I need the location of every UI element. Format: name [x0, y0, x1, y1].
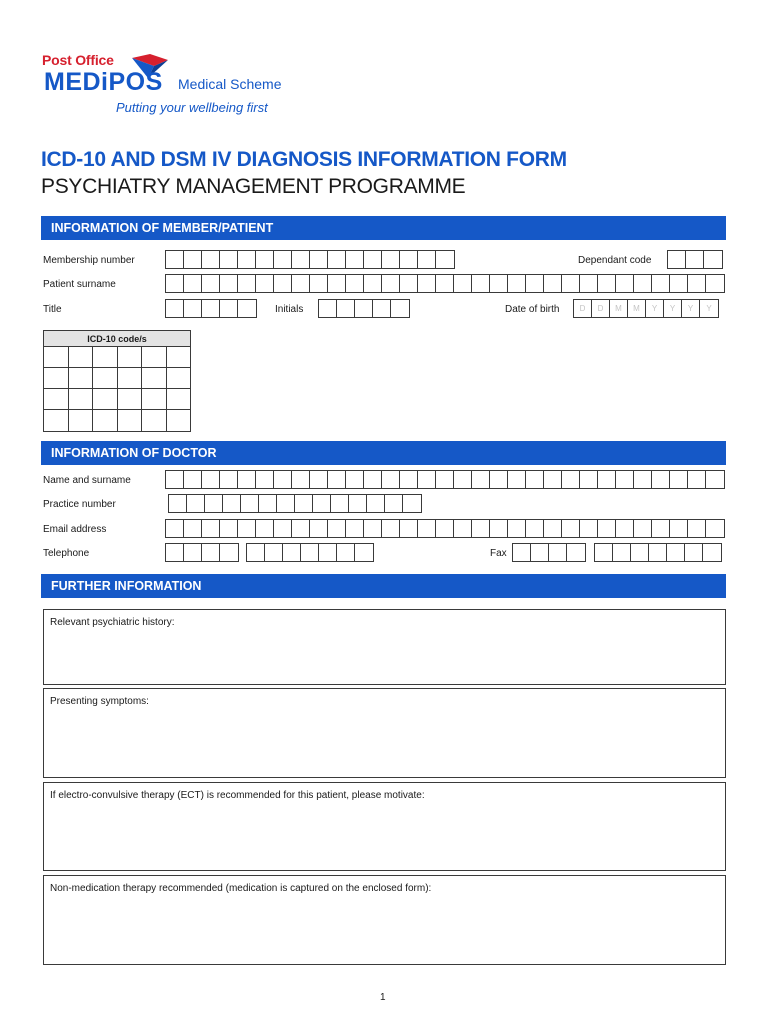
char-box[interactable]	[187, 495, 205, 512]
page-number: 1	[380, 992, 386, 1003]
icd-cell[interactable]	[44, 410, 69, 431]
char-box[interactable]	[472, 520, 490, 537]
char-box[interactable]	[223, 495, 241, 512]
char-box[interactable]	[706, 471, 724, 488]
char-box[interactable]	[508, 471, 526, 488]
char-box[interactable]	[634, 275, 652, 292]
char-box[interactable]	[337, 300, 355, 317]
char-box[interactable]	[292, 275, 310, 292]
logo-scheme-text: Medical Scheme	[178, 76, 282, 92]
char-box[interactable]	[667, 544, 685, 561]
presenting-symptoms-label: Presenting symptoms:	[50, 696, 149, 707]
char-box[interactable]	[616, 471, 634, 488]
char-box[interactable]	[544, 471, 562, 488]
title-field[interactable]	[165, 299, 257, 318]
membership-number-label: Membership number	[43, 255, 135, 266]
char-box[interactable]	[418, 520, 436, 537]
char-box[interactable]	[331, 495, 349, 512]
initials-label: Initials	[275, 304, 304, 315]
char-box[interactable]	[328, 520, 346, 537]
char-box[interactable]	[310, 520, 328, 537]
logo-tagline: Putting your wellbeing first	[116, 100, 268, 115]
dob-box[interactable]: Y	[646, 300, 664, 317]
char-box[interactable]	[400, 275, 418, 292]
ect-motivation-field[interactable]	[43, 782, 726, 871]
char-box[interactable]	[454, 471, 472, 488]
icd-cell[interactable]	[142, 347, 167, 367]
logo-medipos-text: MEDiPOS	[44, 68, 163, 96]
char-box[interactable]	[652, 471, 670, 488]
fax-label: Fax	[490, 548, 507, 559]
char-box[interactable]	[202, 275, 220, 292]
char-box[interactable]	[706, 275, 724, 292]
char-box[interactable]	[310, 471, 328, 488]
icd-cell[interactable]	[167, 389, 191, 409]
char-box[interactable]	[166, 544, 184, 561]
char-box[interactable]	[364, 275, 382, 292]
char-box[interactable]	[490, 520, 508, 537]
doctor-name-label: Name and surname	[43, 475, 131, 486]
char-box[interactable]	[355, 300, 373, 317]
psychiatric-history-label: Relevant psychiatric history:	[50, 617, 175, 628]
char-box[interactable]	[319, 544, 337, 561]
dependant-code-field[interactable]	[667, 250, 723, 269]
icd-cell[interactable]	[44, 368, 69, 388]
icd-cell[interactable]	[142, 389, 167, 409]
char-box[interactable]	[490, 275, 508, 292]
char-box[interactable]	[184, 520, 202, 537]
char-box[interactable]	[310, 275, 328, 292]
char-box[interactable]	[220, 520, 238, 537]
char-box[interactable]	[355, 544, 373, 561]
icd-cell[interactable]	[44, 389, 69, 409]
dob-box[interactable]: Y	[682, 300, 700, 317]
char-box[interactable]	[652, 275, 670, 292]
section-doctor-header: INFORMATION OF DOCTOR	[41, 441, 726, 465]
char-box[interactable]	[346, 275, 364, 292]
dob-box[interactable]: D	[592, 300, 610, 317]
char-box[interactable]	[616, 275, 634, 292]
doctor-name-field[interactable]	[165, 470, 725, 489]
icd-cell[interactable]	[118, 410, 143, 431]
char-box[interactable]	[513, 544, 531, 561]
char-box[interactable]	[490, 471, 508, 488]
char-box[interactable]	[292, 520, 310, 537]
char-box[interactable]	[277, 495, 295, 512]
form-title: ICD-10 AND DSM IV DIAGNOSIS INFORMATION FORM	[41, 148, 567, 171]
icd-cell[interactable]	[69, 389, 94, 409]
char-box[interactable]	[670, 471, 688, 488]
char-box[interactable]	[364, 520, 382, 537]
char-box[interactable]	[703, 544, 721, 561]
title-label: Title	[43, 304, 62, 315]
char-box[interactable]	[418, 275, 436, 292]
char-box[interactable]	[508, 275, 526, 292]
char-box[interactable]	[265, 544, 283, 561]
char-box[interactable]	[670, 275, 688, 292]
char-box[interactable]	[346, 520, 364, 537]
char-box[interactable]	[400, 251, 418, 268]
char-box[interactable]	[688, 275, 706, 292]
char-box[interactable]	[436, 275, 454, 292]
icd-10-codes-header: ICD-10 code/s	[44, 331, 190, 347]
char-box[interactable]	[166, 300, 184, 317]
char-box[interactable]	[259, 495, 277, 512]
dob-box[interactable]: M	[628, 300, 646, 317]
char-box[interactable]	[169, 495, 187, 512]
dob-box[interactable]: Y	[706, 304, 712, 313]
icd-cell[interactable]	[118, 347, 143, 367]
char-box[interactable]	[382, 471, 400, 488]
icd-cell[interactable]	[44, 347, 69, 367]
char-box[interactable]	[274, 251, 292, 268]
patient-surname-label: Patient surname	[43, 279, 116, 290]
char-box[interactable]	[567, 544, 585, 561]
char-box[interactable]	[274, 520, 292, 537]
char-box[interactable]	[256, 251, 274, 268]
char-box[interactable]	[400, 471, 418, 488]
practice-number-label: Practice number	[43, 499, 116, 510]
char-box[interactable]	[202, 300, 220, 317]
icd-code-row	[44, 347, 190, 368]
dependant-code-label: Dependant code	[578, 255, 652, 266]
char-box[interactable]	[256, 471, 274, 488]
char-box[interactable]	[319, 300, 337, 317]
char-box[interactable]	[454, 275, 472, 292]
initials-field[interactable]	[318, 299, 410, 318]
icd-code-row	[44, 389, 190, 410]
char-box[interactable]	[549, 544, 567, 561]
char-box[interactable]	[166, 471, 184, 488]
telephone-area-code-field[interactable]	[165, 543, 239, 562]
icd-cell[interactable]	[93, 389, 118, 409]
dob-box[interactable]: Y	[664, 300, 682, 317]
dob-box[interactable]: M	[610, 300, 628, 317]
char-box[interactable]	[166, 251, 184, 268]
char-box[interactable]	[436, 251, 454, 268]
char-box[interactable]	[241, 495, 259, 512]
char-box[interactable]	[292, 251, 310, 268]
char-box[interactable]	[202, 471, 220, 488]
icd-cell[interactable]	[69, 347, 94, 367]
char-box[interactable]	[544, 520, 562, 537]
icd-cell[interactable]	[118, 389, 143, 409]
dob-box[interactable]: D	[574, 300, 592, 317]
char-box[interactable]	[283, 544, 301, 561]
char-box[interactable]	[382, 275, 400, 292]
char-box[interactable]	[184, 300, 202, 317]
char-box[interactable]	[613, 544, 631, 561]
char-box[interactable]	[247, 544, 265, 561]
char-box[interactable]	[274, 471, 292, 488]
practice-number-field[interactable]	[168, 494, 422, 513]
email-address-field[interactable]	[165, 519, 725, 538]
char-box[interactable]	[220, 471, 238, 488]
char-box[interactable]	[598, 520, 616, 537]
char-box[interactable]	[562, 520, 580, 537]
char-box[interactable]	[346, 251, 364, 268]
char-box[interactable]	[238, 520, 256, 537]
char-box[interactable]	[668, 251, 686, 268]
non-medication-therapy-field[interactable]	[43, 875, 726, 965]
char-box[interactable]	[328, 251, 346, 268]
char-box[interactable]	[634, 471, 652, 488]
medipos-logo	[42, 52, 302, 122]
char-box[interactable]	[382, 520, 400, 537]
char-box[interactable]	[580, 520, 598, 537]
char-box[interactable]	[382, 251, 400, 268]
char-box[interactable]	[508, 520, 526, 537]
telephone-label: Telephone	[43, 548, 90, 559]
char-box[interactable]	[526, 275, 544, 292]
char-box[interactable]	[436, 471, 454, 488]
membership-number-field[interactable]	[165, 250, 455, 269]
section-member-header: INFORMATION OF MEMBER/PATIENT	[41, 216, 726, 240]
fax-area-code-field[interactable]	[512, 543, 586, 562]
char-box[interactable]	[238, 275, 256, 292]
char-box[interactable]	[652, 520, 670, 537]
char-box[interactable]	[472, 471, 490, 488]
char-box[interactable]	[391, 300, 409, 317]
logo-post-office-text: Post Office	[42, 52, 114, 68]
telephone-number-field[interactable]	[246, 543, 374, 562]
char-box[interactable]	[346, 471, 364, 488]
char-box[interactable]	[166, 275, 184, 292]
char-box[interactable]	[367, 495, 385, 512]
char-box[interactable]	[205, 495, 223, 512]
icd-cell[interactable]	[93, 347, 118, 367]
char-box[interactable]	[184, 251, 202, 268]
presenting-symptoms-field[interactable]	[43, 688, 726, 778]
icd-cell[interactable]	[69, 410, 94, 431]
char-box[interactable]	[634, 520, 652, 537]
char-box[interactable]	[202, 520, 220, 537]
char-box[interactable]	[256, 520, 274, 537]
icd-code-row	[44, 368, 190, 389]
char-box[interactable]	[256, 275, 274, 292]
fax-number-field[interactable]	[594, 543, 722, 562]
char-box[interactable]	[184, 471, 202, 488]
char-box[interactable]	[562, 471, 580, 488]
char-box[interactable]	[166, 520, 184, 537]
non-medication-therapy-label: Non-medication therapy recommended (medication is captured on the enclosed form):	[50, 883, 432, 894]
char-box[interactable]	[598, 275, 616, 292]
char-box[interactable]	[220, 300, 238, 317]
char-box[interactable]	[220, 544, 238, 561]
icd-cell[interactable]	[93, 410, 118, 431]
char-box[interactable]	[598, 471, 616, 488]
char-box[interactable]	[436, 520, 454, 537]
icd-cell[interactable]	[93, 368, 118, 388]
char-box[interactable]	[418, 471, 436, 488]
icd-cell[interactable]	[167, 410, 191, 431]
char-box[interactable]	[580, 471, 598, 488]
psychiatric-history-field[interactable]	[43, 609, 726, 685]
char-box[interactable]	[686, 251, 704, 268]
char-box[interactable]	[202, 544, 220, 561]
char-box[interactable]	[580, 275, 598, 292]
char-box[interactable]	[544, 275, 562, 292]
char-box[interactable]	[220, 251, 238, 268]
date-of-birth-label: Date of birth	[505, 304, 560, 315]
char-box[interactable]	[595, 544, 613, 561]
char-box[interactable]	[526, 520, 544, 537]
icd-code-row	[44, 410, 190, 431]
char-box[interactable]	[706, 520, 724, 537]
char-box[interactable]	[649, 544, 667, 561]
char-box[interactable]	[301, 544, 319, 561]
char-box[interactable]	[238, 471, 256, 488]
icd-cell[interactable]	[167, 347, 191, 367]
char-box[interactable]	[454, 520, 472, 537]
char-box[interactable]	[418, 251, 436, 268]
char-box[interactable]	[310, 251, 328, 268]
icd-cell[interactable]	[167, 368, 191, 388]
char-box[interactable]	[337, 544, 355, 561]
char-box[interactable]	[631, 544, 649, 561]
char-box[interactable]	[364, 471, 382, 488]
char-box[interactable]	[292, 471, 310, 488]
char-box[interactable]	[562, 275, 580, 292]
patient-surname-field[interactable]	[165, 274, 725, 293]
form-subtitle: PSYCHIATRY MANAGEMENT PROGRAMME	[41, 175, 466, 198]
char-box[interactable]	[472, 275, 490, 292]
char-box[interactable]	[295, 495, 313, 512]
char-box[interactable]	[364, 251, 382, 268]
char-box[interactable]	[220, 275, 238, 292]
char-box[interactable]	[688, 471, 706, 488]
char-box[interactable]	[328, 471, 346, 488]
char-box[interactable]	[184, 544, 202, 561]
char-box[interactable]	[704, 251, 722, 268]
icd-cell[interactable]	[118, 368, 143, 388]
char-box[interactable]	[184, 275, 202, 292]
char-box[interactable]	[400, 520, 418, 537]
char-box[interactable]	[526, 471, 544, 488]
icd-cell[interactable]	[142, 410, 167, 431]
char-box[interactable]	[685, 544, 703, 561]
icd-10-codes-grid	[43, 330, 191, 432]
char-box[interactable]	[238, 300, 256, 317]
char-box[interactable]	[670, 520, 688, 537]
char-box[interactable]	[385, 495, 403, 512]
char-box[interactable]	[616, 520, 634, 537]
char-box[interactable]	[238, 251, 256, 268]
char-box[interactable]	[313, 495, 331, 512]
char-box[interactable]	[403, 495, 421, 512]
email-address-label: Email address	[43, 524, 107, 535]
char-box[interactable]	[373, 300, 391, 317]
date-of-birth-field[interactable]	[573, 299, 719, 318]
icd-cell[interactable]	[69, 368, 94, 388]
char-box[interactable]	[274, 275, 292, 292]
char-box[interactable]	[688, 520, 706, 537]
icd-cell[interactable]	[142, 368, 167, 388]
section-further-header: FURTHER INFORMATION	[41, 574, 726, 598]
char-box[interactable]	[202, 251, 220, 268]
ect-motivation-label: If electro-convulsive therapy (ECT) is recommended for this patient, please motivate:	[50, 790, 425, 801]
char-box[interactable]	[531, 544, 549, 561]
char-box[interactable]	[328, 275, 346, 292]
char-box[interactable]	[349, 495, 367, 512]
